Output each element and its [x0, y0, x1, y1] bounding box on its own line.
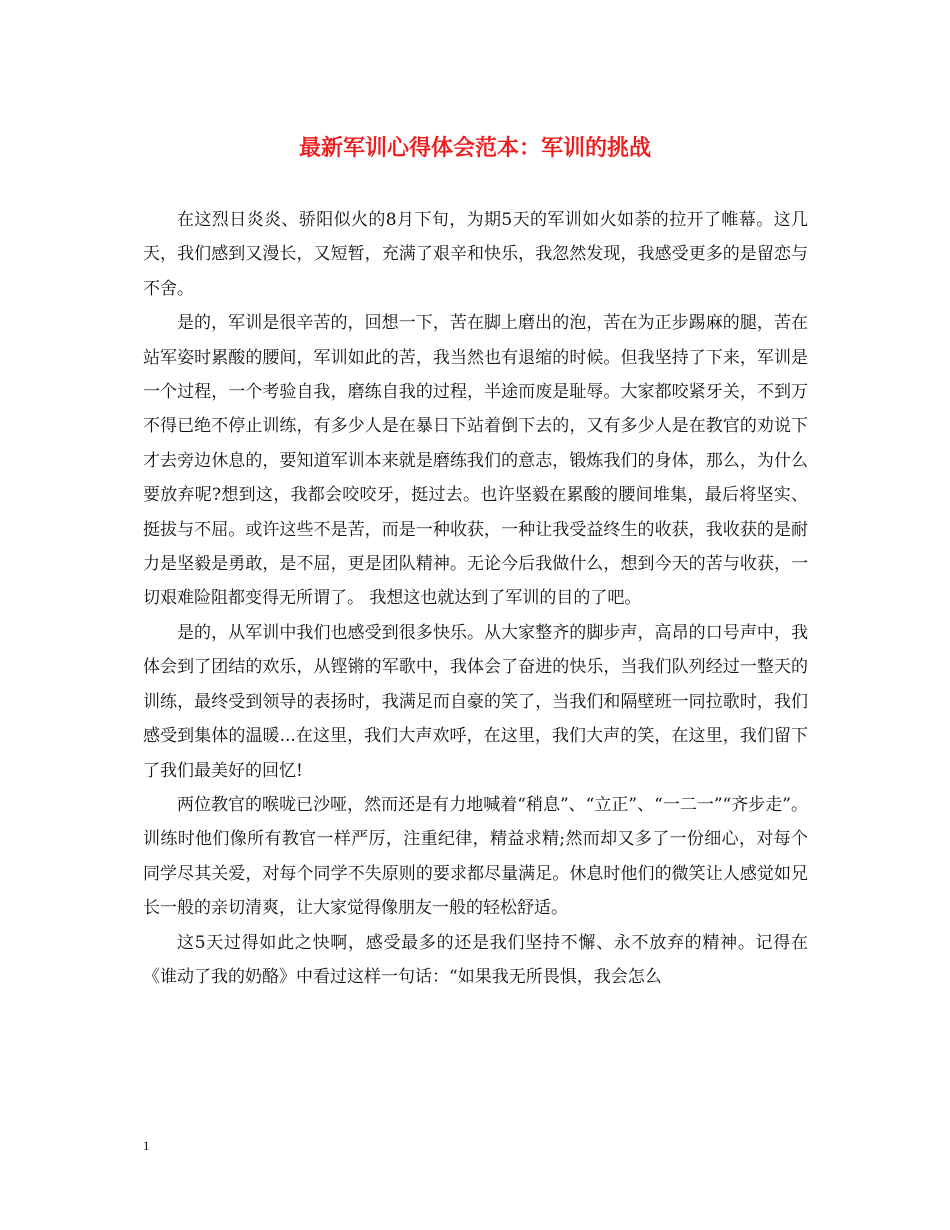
paragraph-5: 这5天过得如此之快啊，感受最多的还是我们坚持不懈、永不放弃的精神。记得在《谁动了我的奶酪》中看过这样一句话：“如果我无所畏惧，我会怎么 [143, 932, 808, 987]
paragraph-1: 在这烈日炎炎、骄阳似火的8月下旬，为期5天的军训如火如荼的拉开了帷幕。这几天，我们感到又漫长，又短暂，充满了艰辛和快乐，我忽然发现，我感受更多的是留恋与不舍。 [143, 210, 808, 299]
document-body [143, 203, 808, 994]
paragraph-4: 两位教官的喉咙已沙哑，然而还是有力地喊着“稍息”、“立正”、“一二一”“齐步走”。训练时他们像所有教官一样严厉，注重纪律，精益求精;然而却又多了一份细心，对每个同学尽其关爱，对每个同学不失原则的要求都尽量满足。休息时他们的微笑让人感觉如兄长一般的亲切清爽，让大家觉得像朋友一般的轻松舒适。 [143, 794, 808, 919]
paragraph-2: 是的，军训是很辛苦的，回想一下，苦在脚上磨出的泡，苦在为正步踢麻的腿，苦在站军姿时累酸的腰间，军训如此的苦，我当然也有退缩的时候。但我坚持了下来，军训是一个过程，一个考验自我，磨练自我的过程，半途而废是耻辱。大家都咬紧牙关，不到万不得已绝不停止训练，有多少人是在暴日下站着倒下去的，又有多少人是在教官的劝说下才去旁边休息的，要知道军训本来就是磨练我们的意志，锻炼我们的身体，那么，为什么要放弃呢?想到这，我都会咬咬牙，挺过去。也许坚毅在累酸的腰间堆集，最后将坚实、挺拔与不屈。或许这些不是苦，而是一种收获，一种让我受益终生的收获，我收获的是耐力是坚毅是勇敢，是不屈，更是团队精神。无论今后我做什么，想到今天的苦与收获，一切艰难险阻都变得无所谓了。 我想这也就达到了军训的目的了吧。 [143, 313, 808, 609]
page-number: 1 [143, 1138, 150, 1153]
document-title: 最新军训心得体会范本：军训的挑战 [298, 135, 651, 161]
paragraph-3: 是的，从军训中我们也感受到很多快乐。从大家整齐的脚步声，高昂的口号声中，我体会到了团结的欢乐，从铿锵的军歌中，我体会了奋进的快乐，当我们队列经过一整天的训练，最终受到领导的表扬时，我满足而自豪的笑了，当我们和隔壁班一同拉歌时，我们感受到集体的温暖...在这里，我们大声欢呼，在这里，我们大声的笑，在这里，我们留下了我们最美好的回忆! [143, 622, 808, 781]
